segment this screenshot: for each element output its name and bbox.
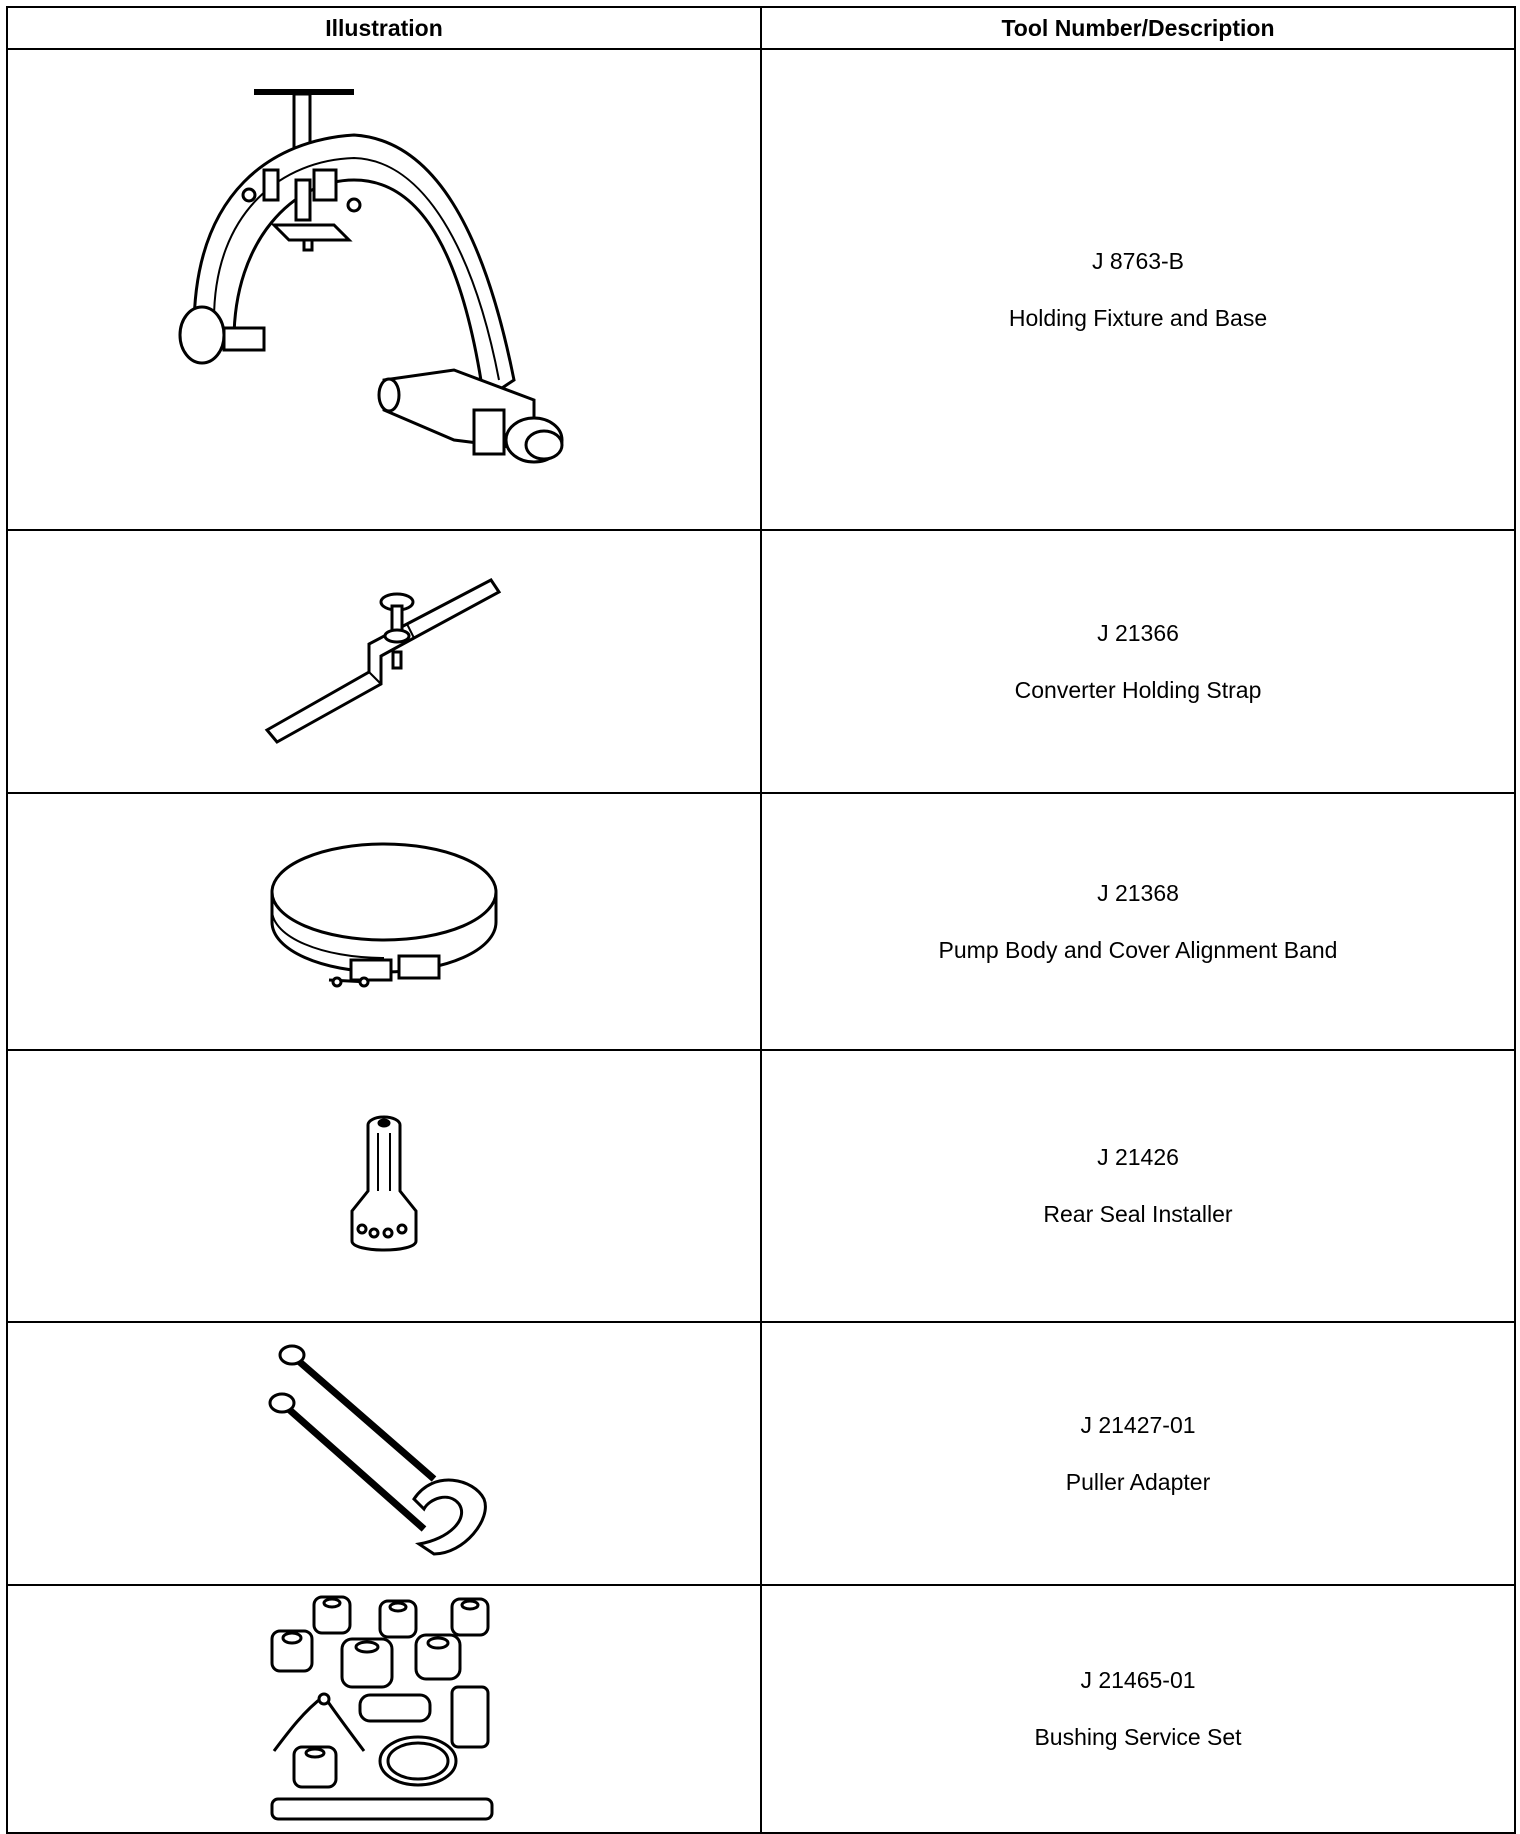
puller-adapter-icon	[264, 1339, 504, 1569]
holding-strap-icon	[259, 572, 509, 752]
table-row	[7, 1585, 1515, 1833]
tool-number: J 21366	[1097, 619, 1179, 646]
table-row	[7, 1050, 1515, 1322]
illustration-cell	[7, 1585, 761, 1833]
illustration-cell	[7, 1322, 761, 1585]
seal-installer-icon	[334, 1111, 434, 1261]
tool-description: Bushing Service Set	[1034, 1724, 1242, 1750]
tool-header: Tool Number/Description	[761, 7, 1515, 49]
description-cell	[761, 793, 1515, 1050]
tool-description: Pump Body and Cover Alignment Band	[938, 936, 1338, 963]
tool-number: J 8763-B	[1091, 247, 1185, 274]
description-cell	[761, 1585, 1515, 1833]
tool-description: Rear Seal Installer	[1043, 1201, 1233, 1227]
illustration-header: Illustration	[7, 7, 761, 49]
illustration-cell	[7, 793, 761, 1050]
description-cell	[761, 530, 1515, 793]
bushing-set-icon	[264, 1591, 504, 1827]
illustration-cell	[7, 1050, 761, 1322]
description-cell	[761, 1050, 1515, 1322]
tool-description: Puller Adapter	[1065, 1468, 1211, 1495]
alignment-band-icon	[259, 832, 509, 1012]
tool-number: J 21368	[1097, 879, 1179, 906]
description-cell	[761, 1322, 1515, 1585]
table-row	[7, 1322, 1515, 1585]
header-row	[7, 7, 1515, 49]
table-row	[7, 49, 1515, 530]
illustration-cell	[7, 49, 761, 530]
tool-table	[6, 6, 1516, 1834]
table-row	[7, 793, 1515, 1050]
description-cell	[761, 49, 1515, 530]
holding-fixture-icon	[154, 80, 614, 500]
tool-description: Holding Fixture and Base	[1008, 304, 1268, 331]
tool-number: J 21465-01	[1080, 1667, 1196, 1693]
illustration-cell	[7, 530, 761, 793]
table-row	[7, 530, 1515, 793]
tool-number: J 21426	[1097, 1144, 1179, 1170]
tool-description: Converter Holding Strap	[1014, 676, 1262, 703]
tool-number: J 21427-01	[1080, 1411, 1196, 1438]
